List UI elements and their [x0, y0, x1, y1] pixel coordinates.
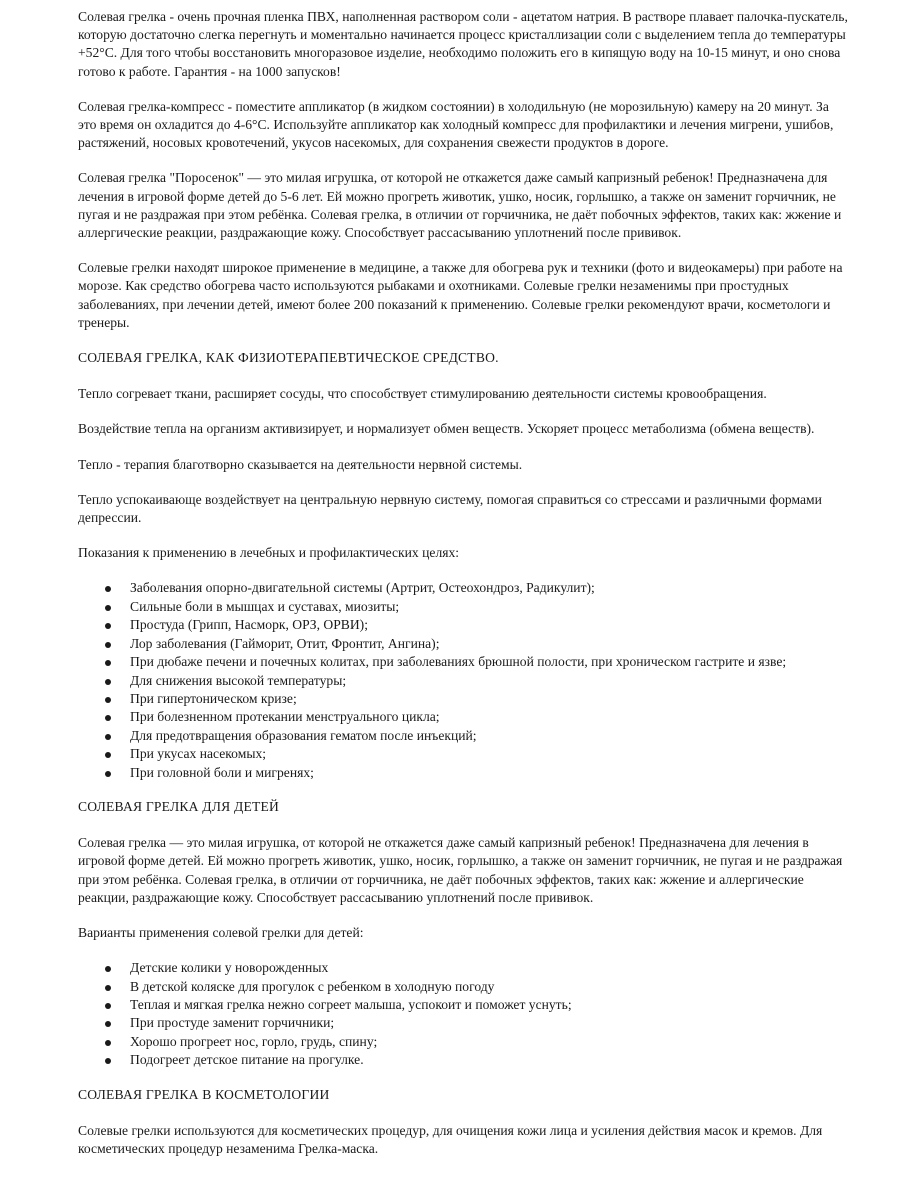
bullet-icon [105, 1040, 111, 1046]
kids-list-intro: Варианты применения солевой грелки для детей: [78, 924, 364, 940]
bullet-icon [105, 752, 111, 758]
bullet-icon [105, 623, 111, 629]
intro-paragraph: Солевые грелки находят широкое применение в медицине, а также для обогрева рук и техники (фото и видеокамеры) при работе на морозе. Как средство обогрева часто используются рыбаками и охотниками. Солевые грелки незаменимы при простудных заболеваниях, при лечении детей, имеют более 200 показаний к применению. Солевые грелки рекомендуют врачи, косметологи и тренеры. [78, 260, 843, 330]
intro-paragraph: Солевая грелка-компресс - поместите аппликатор (в жидком состоянии) в холодильную (не морозильную) камеру на 20 минут. За это время он охладится до 4-6°С. Используйте аппликатор как холодный компресс для профилактики и лечения мигрени, ушибов, растяжений, носовых кровотечений, укусов насекомых, для сохранения свежести продуктов в дороге. [78, 98, 834, 151]
bullet-icon [105, 771, 111, 777]
list-item: В детской коляске для прогулок с ребенком в холодную погоду [130, 978, 848, 996]
physio-paragraph: Тепло - терапия благотворно сказывается на деятельности нервной системы. [78, 456, 523, 472]
bullet-icon [105, 586, 111, 592]
list-item: Подогреет детское питание на прогулке. [130, 1051, 848, 1069]
bullet-icon [105, 679, 111, 685]
section-heading-kids: СОЛЕВАЯ ГРЕЛКА ДЛЯ ДЕТЕЙ [78, 798, 280, 814]
indications-list [78, 579, 848, 781]
physio-paragraph: Тепло успокаивающе воздействует на центральную нервную систему, помогая справиться со стрессами и различными формами депрессии. [78, 491, 822, 526]
bullet-icon [105, 605, 111, 611]
document-page [78, 8, 848, 1175]
intro-paragraph: Солевая грелка "Поросенок" — это милая игрушка, от которой не откажется даже самый капризный ребенок! Предназначена для лечения в игровой форме детей до 5-6 лет. Ей можно прогреть животик, ушко, носик, горлышко, а также он заменит горчичник, не пугая и не раздражая при этом ребёнка. Солевая грелка, в отличии от горчичника, не даёт побочных эффектов, таких как: жжение и аллергические реакции, раздражающие кожу. Способствует рассасыванию уплотнений после прививок. [78, 170, 842, 241]
list-item: Лор заболевания (Гайморит, Отит, Фронтит, Ангина); [130, 635, 848, 653]
list-item: При болезненном протекании менструального цикла; [130, 708, 848, 726]
bullet-icon [105, 985, 111, 991]
list-item: Сильные боли в мышцах и суставах, миозиты; [130, 598, 848, 616]
bullet-icon [105, 734, 111, 740]
list-item: Простуда (Грипп, Насморк, ОРЗ, ОРВИ); [130, 616, 848, 634]
list-item: При простуде заменит горчичники; [130, 1014, 848, 1032]
cosmetic-paragraph: Солевые грелки используются для косметических процедур, для очищения кожи лица и усиления действия масок и кремов. Для косметических процедур незаменима Грелка-маска. [78, 1122, 823, 1156]
physio-paragraph: Воздействие тепла на организм активизирует, и нормализует обмен веществ. Ускоряет процесс метаболизма (обмена веществ). [78, 421, 815, 437]
list-item: Теплая и мягкая грелка нежно согреет малыша, успокоит и поможет уснуть; [130, 996, 848, 1014]
section-heading-physio: СОЛЕВАЯ ГРЕЛКА, КАК ФИЗИОТЕРАПЕВТИЧЕСКОЕ СРЕДСТВО. [78, 350, 499, 366]
bullet-icon [105, 697, 111, 703]
bullet-icon [105, 1021, 111, 1027]
list-item: При дюбаже печени и почечных колитах, при заболеваниях брюшной полости, при хроническом гастрите и язве; [130, 653, 848, 671]
physio-list-intro: Показания к применению в лечебных и профилактических целях: [78, 545, 460, 561]
list-item: Заболевания опорно-двигательной системы (Артрит, Остеохондроз, Радикулит); [130, 579, 848, 597]
bullet-icon [105, 642, 111, 648]
section-heading-cosmetic: СОЛЕВАЯ ГРЕЛКА В КОСМЕТОЛОГИИ [78, 1086, 330, 1102]
list-item: Хорошо прогреет нос, горло, грудь, спину; [130, 1033, 848, 1051]
intro-paragraph: Солевая грелка - очень прочная пленка ПВХ, наполненная раствором соли - ацетатом натрия. В растворе плавает палочка-пускатель, которую достаточно слегка перегнуть и моментально начинается процесс кристаллизации соли с выделением тепла до температуры +52°С. Для того чтобы восстановить многоразовое изделие, необходимо положить его в кипящую воду на 10-15 минут, и оно снова готово к работе. Гарантия - на 1000 запусков! [78, 9, 848, 79]
kids-usage-list [78, 959, 848, 1069]
list-item: При укусах насекомых; [130, 745, 848, 763]
bullet-icon [105, 715, 111, 721]
list-item: При головной боли и мигренях; [130, 764, 848, 782]
bullet-icon [105, 660, 111, 666]
kids-paragraph: Солевая грелка — это милая игрушка, от которой не откажется даже самый капризный ребенок! Предназначена для лечения в игровой форме детей. Ей можно прогреть животик, ушко, носик, горлышко, а также он заменит горчичник, не пугая и не раздражая при этом ребёнка. Солевая грелка, в отличии от горчичника, не даёт побочных эффектов, таких как: жжение и аллергические реакции, раздражающие кожу. Способствует рассасыванию уплотнений после прививок. [78, 835, 843, 905]
bullet-icon [105, 966, 111, 972]
list-item: Детские колики у новорожденных [130, 959, 848, 977]
list-item: Для снижения высокой температуры; [130, 672, 848, 690]
bullet-icon [105, 1058, 111, 1064]
bullet-icon [105, 1003, 111, 1009]
physio-paragraph: Тепло согревает ткани, расширяет сосуды, что способствует стимулированию деятельности системы кровообращения. [78, 386, 767, 402]
list-item: При гипертоническом кризе; [130, 690, 848, 708]
list-item: Для предотвращения образования гематом после инъекций; [130, 727, 848, 745]
